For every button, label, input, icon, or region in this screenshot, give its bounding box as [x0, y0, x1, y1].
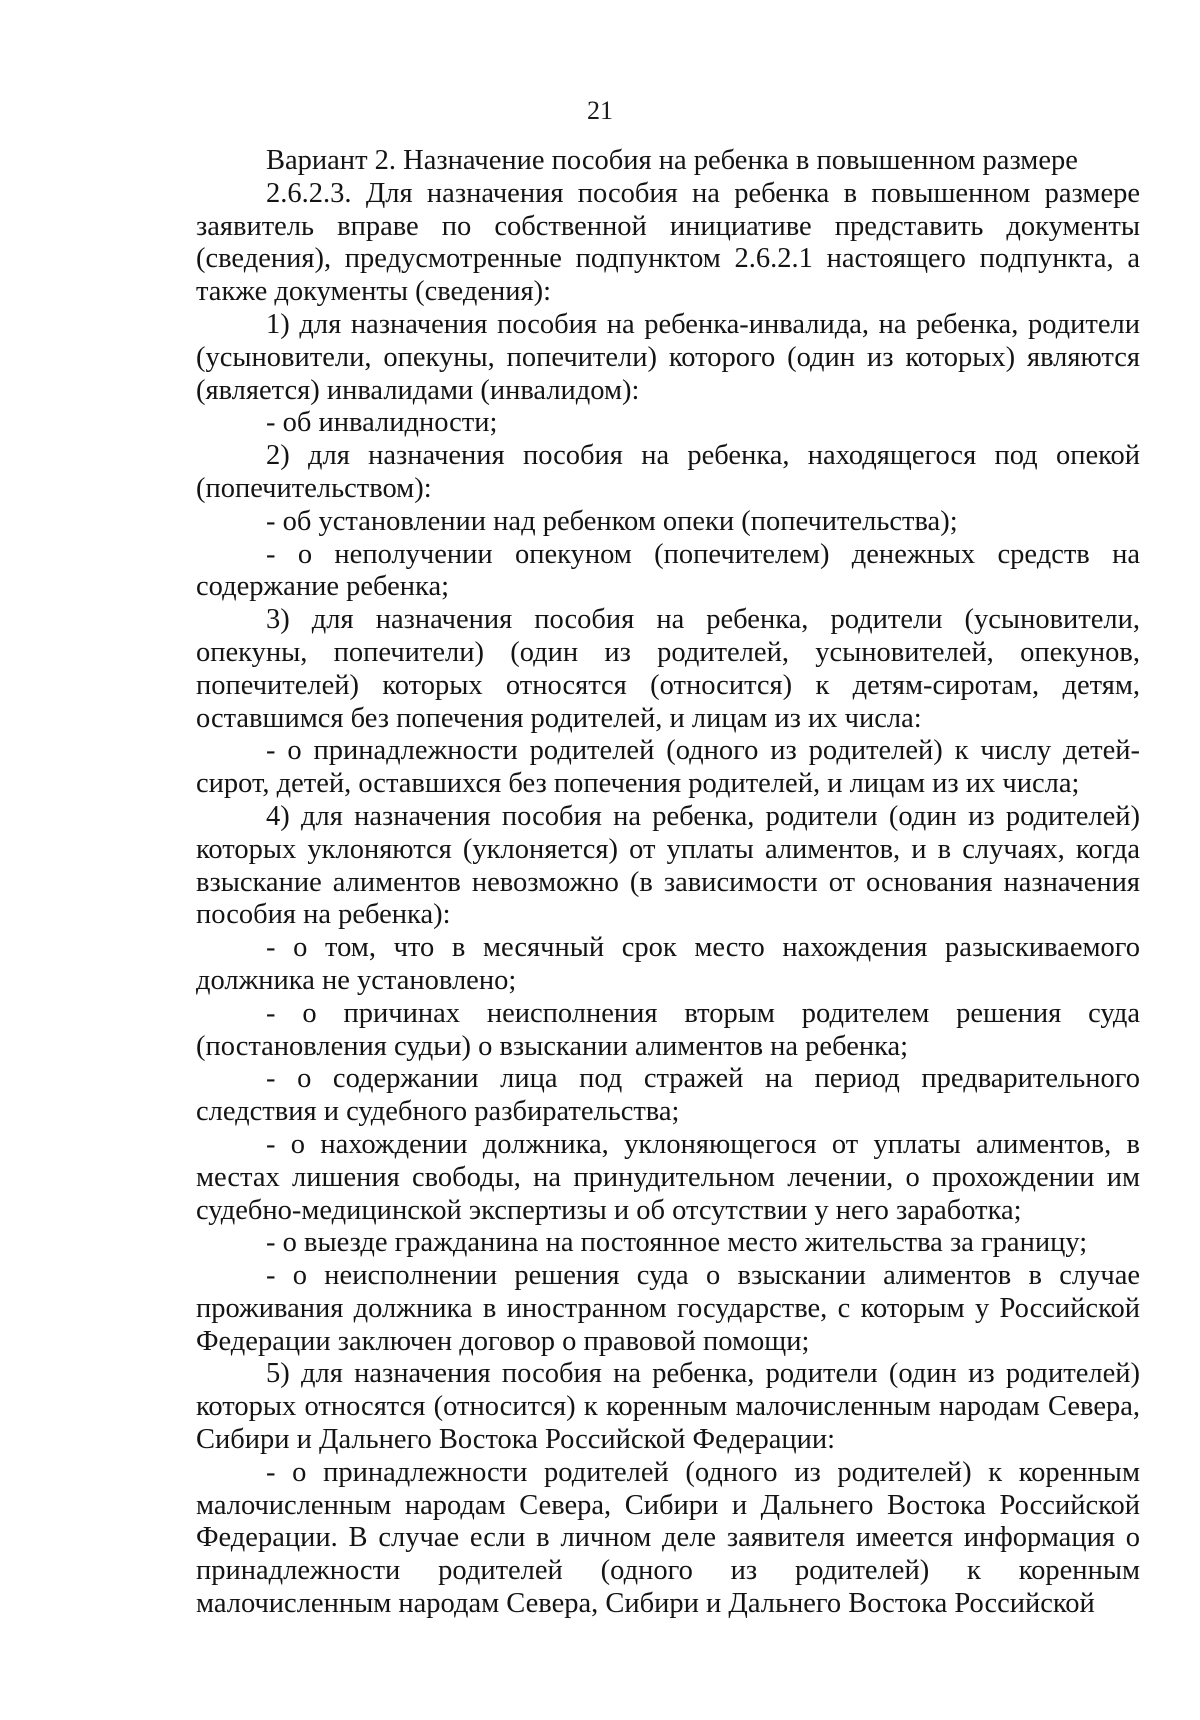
paragraph: 2.6.2.3. Для назначения пособия на ребенка в повышенном размере заявитель вправе по собственной инициативе представить документы (сведения), предусмотренные подпунктом 2.6.2.1 настоящего подпункта, а также документы (сведения): [196, 177, 1140, 308]
paragraph: 4) для назначения пособия на ребенка, родители (один из родителей) которых уклоняются (уклоняется) от уплаты алиментов, и в случаях, когда взыскание алиментов невозможно (в зависимости от основания назначения пособия на ребенка): [196, 800, 1140, 931]
paragraph: 3) для назначения пособия на ребенка, родители (усыновители, опекуны, попечители) (один из родителей, усыновителей, опекунов, попечителей) которых относятся (относится) к детям-сиротам, детям, оставшимся без попечения родителей, и лицам из их числа: [196, 604, 1140, 734]
list-item: - об инвалидности; [266, 407, 498, 439]
list-item: - о причинах неисполнения вторым родителем решения суда (постановления судьи) о взыскании алиментов на ребенка; [196, 997, 1140, 1062]
list-item: - о принадлежности родителей (одного из родителей) к коренным малочисленным народам Севера, Сибири и Дальнего Востока Российской Федерации. В случае если в личном деле заявителя имеется информация о принадлежности родителей (одного из родителей) к коренным малочисленным народам Севера, Сибири и Дальнего Востока Российской [196, 1456, 1140, 1620]
list-item: - о нахождении должника, уклоняющегося от уплаты алиментов, в местах лишения свободы, на принудительном лечении, о прохождении им судебно-медицинской экспертизы и об отсутствии у него заработка; [196, 1128, 1140, 1226]
paragraph: 5) для назначения пособия на ребенка, родители (один из родителей) которых относятся (относится) к коренным малочисленным народам Севера, Сибири и Дальнего Востока Российской Федерации: [196, 1358, 1140, 1456]
page-number: 21 [587, 96, 613, 125]
paragraph: 2) для назначения пособия на ребенка, находящегося под опекой (попечительством): [196, 440, 1140, 504]
document-body [196, 145, 1140, 1621]
section-heading: Вариант 2. Назначение пособия на ребенка в повышенном размере [266, 145, 1078, 176]
list-item: - о том, что в месячный срок место нахождения разыскиваемого должника не установлено; [196, 932, 1140, 996]
list-item: - об установлении над ребенком опеки (попечительства); [266, 505, 958, 537]
list-item: - о выезде гражданина на постоянное место жительства за границу; [266, 1227, 1088, 1259]
paragraph: 1) для назначения пособия на ребенка-инвалида, на ребенка, родители (усыновители, опекуны, попечители) которого (один из которых) являются (является) инвалидами (инвалидом): [196, 308, 1140, 406]
list-item: - о неисполнении решения суда о взыскании алиментов в случае проживания должника в иностранном государстве, с которым у Российской Федерации заключен договор о правовой помощи; [196, 1260, 1140, 1357]
list-item: - о принадлежности родителей (одного из родителей) к числу детей-сирот, детей, оставшихся без попечения родителей, и лицам из их числа; [196, 735, 1140, 800]
list-item: - о содержании лица под стражей на период предварительного следствия и судебного разбирательства; [196, 1063, 1140, 1128]
list-item: - о неполучении опекуном (попечителем) денежных средств на содержание ребенка; [196, 538, 1140, 603]
